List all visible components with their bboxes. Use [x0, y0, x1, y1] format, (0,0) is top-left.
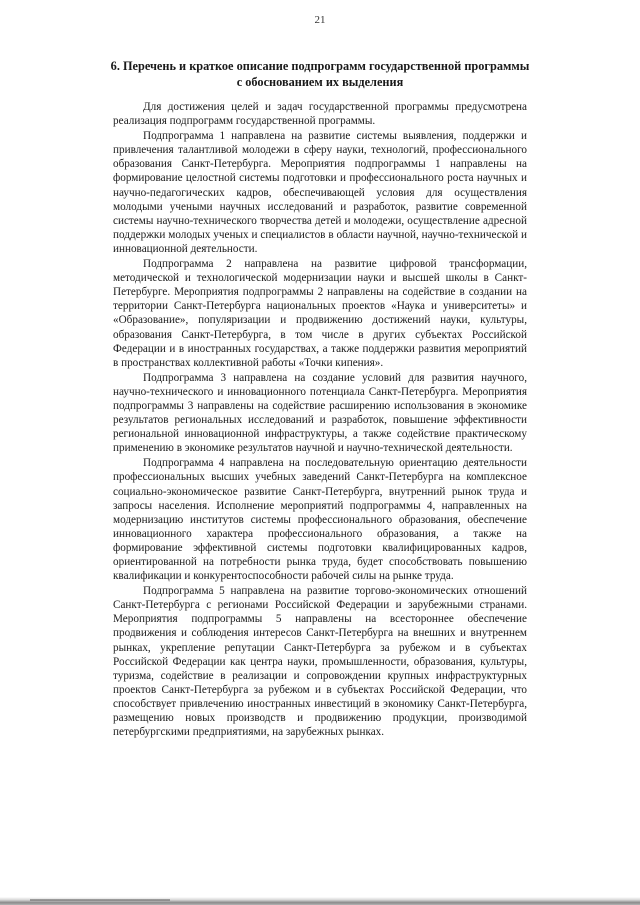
page-number: 21	[314, 14, 326, 26]
paragraph-subprogram-5: Подпрограмма 5 направлена на развитие торгово-экономических отношений Санкт-Петербурга с регионами Российской Федерации и зарубежными странами. Мероприятия подпрограммы 5 направлены на всестороннее обеспечение продвижения и соблюдения интересов Санкт-Петербурга на внешних и внутреннем рынках, укрепление репутации Санкт-Петербурга за рубежом и в субъектах Российской Федерации как центра науки, промышленности, образования, культуры, туризма, содействие в реализации и сопровождении крупных инфраструктурных проектов Санкт-Петербурга за рубежом и в субъектах Российской Федерации, что способствует привлечению иностранных инвестиций в экономику Санкт-Петербурга, размещению новых производств и продвижению продукции, производимой петербургскими предприятиями, на зарубежных рынках.	[113, 585, 527, 739]
section-heading	[110, 58, 530, 90]
paragraph-subprogram-1: Подпрограмма 1 направлена на развитие системы выявления, поддержки и привлечения талантливой молодежи в сферу науки, технологий, профессионального образования Санкт-Петербурга. Мероприятия подпрограммы 1 направлены на формирование целостной системы подготовки и профессионального роста научных и научно-педагогических кадров, обеспечивающей условия для осуществления молодыми учеными научных исследований и разработок, развитие современной системы научно-технического творчества детей и молодежи, осуществление адресной поддержки молодых ученых и специалистов в области научной, научно-технической и инновационной деятельности.	[113, 130, 527, 255]
scan-smudge	[30, 899, 170, 901]
paragraph-subprogram-4: Подпрограмма 4 направлена на последовательную ориентацию деятельности профессиональных высших учебных заведений Санкт-Петербурга на комплексное социально-экономическое развитие Санкт-Петербурга, внутренний рынок труда и запросы населения. Исполнение мероприятий подпрограммы 4, направленных на модернизацию институтов системы профессионального образования, обеспечение инновационного характера профессионального образования, а также на формирование эффективной системы подготовки квалифицированных кадров, ориентированной на потребности рынка труда, будет способствовать повышению квалификации и конкурентоспособности рабочей силы на рынке труда.	[113, 457, 527, 583]
section-heading-line-2: с обоснованием их выделения	[236, 75, 404, 89]
paragraph-subprogram-3: Подпрограмма 3 направлена на создание условий для развития научного, научно-технического и инновационного потенциала Санкт-Петербурга. Мероприятия подпрограммы 3 направлены на содействие расширению использования в экономике результатов региональных исследований и разработок, повышение эффективности региональной инновационной инфраструктуры, а также содействие практическому применению в экономике результатов научной и научно-технической деятельности.	[113, 371, 527, 455]
section-heading-line-1: 6. Перечень и краткое описание подпрограмм государственной программы	[110, 59, 530, 73]
paragraph-intro: Для достижения целей и задач государственной программы предусмотрена реализация подпрограмм государственной программы.	[113, 101, 527, 128]
document-body	[113, 100, 527, 739]
paragraph-subprogram-2: Подпрограмма 2 направлена на развитие цифровой трансформации, методической и технологической модернизации науки и высшей школы в Санкт-Петербурге. Мероприятия подпрограммы 2 направлены на содействие в создании на территории Санкт-Петербурга национальных проектов «Наука и университеты» и «Образование», популяризации и продвижению достижений науки, культуры, образования Санкт-Петербурга, в том числе в других субъектах Российской Федерации и в иностранных государствах, а также поддержки развития мероприятий в пространствах коллективной работы «Точки кипения».	[113, 258, 527, 369]
